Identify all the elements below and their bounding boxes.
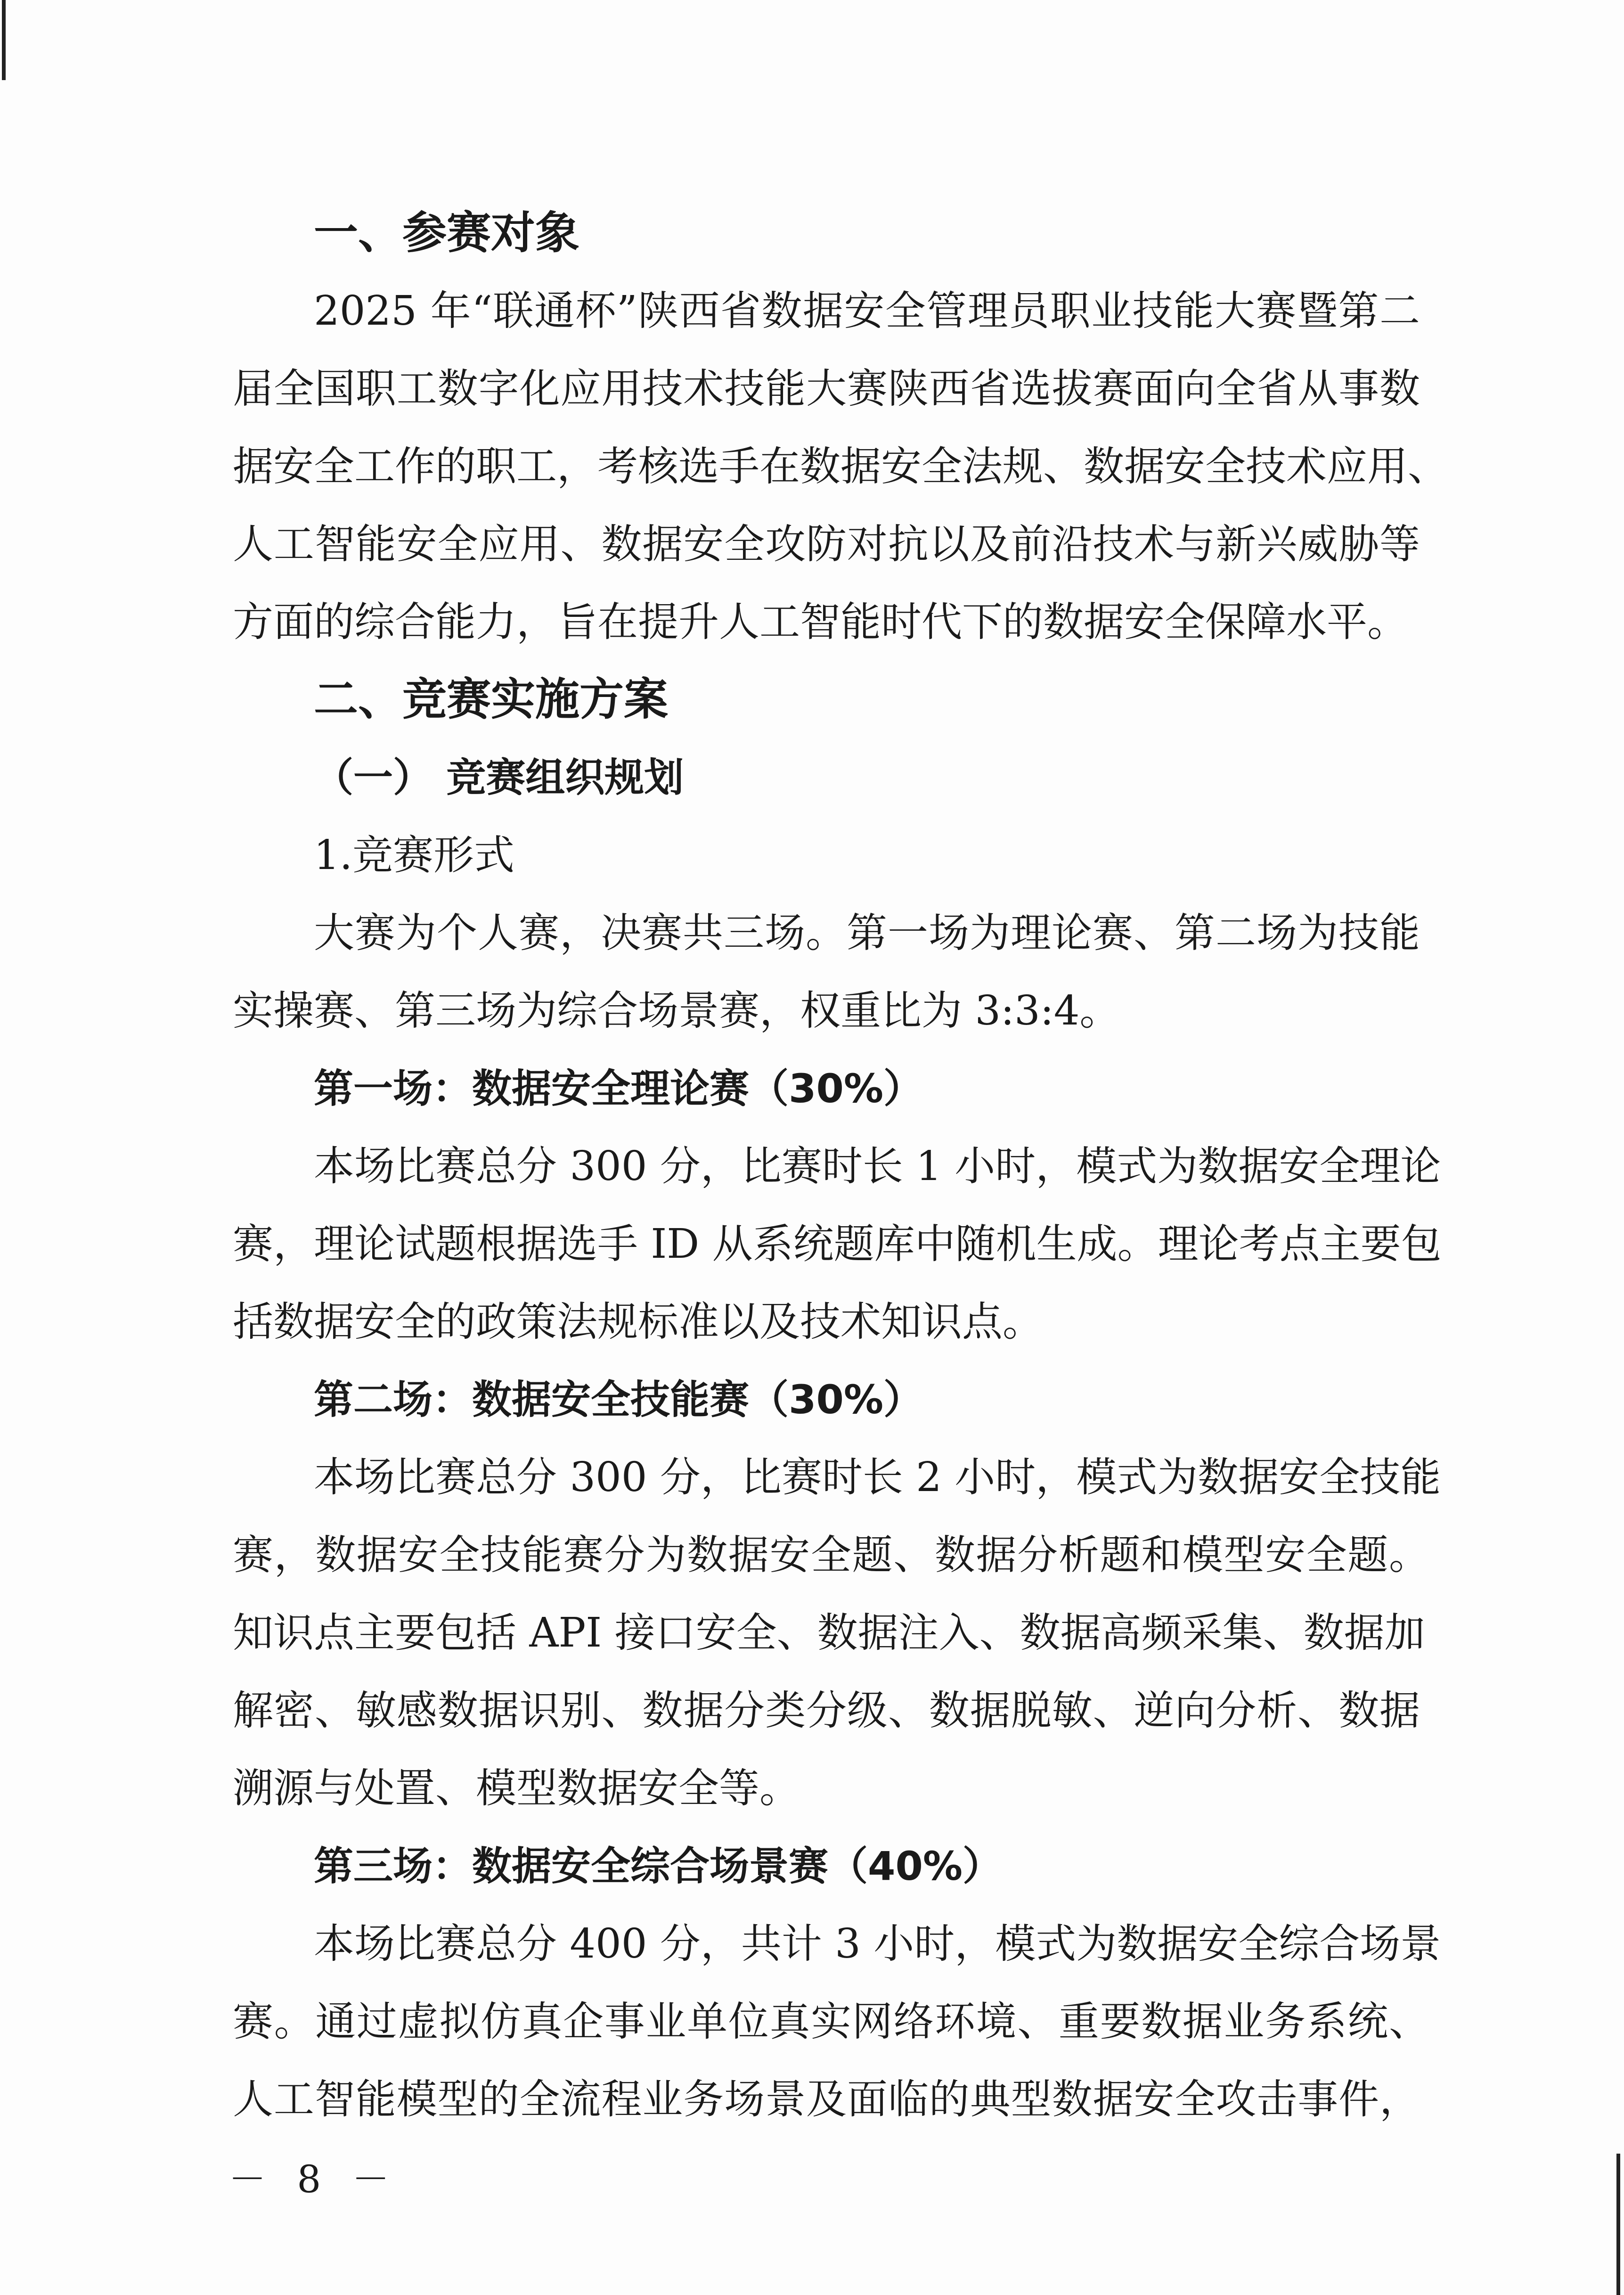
paragraph-line: 赛，数据安全技能赛分为数据安全题、数据分析题和模型安全题。 xyxy=(233,1532,1429,1579)
paragraph-line: 据安全工作的职工，考核选手在数据安全法规、数据安全技术应用、 xyxy=(233,443,1448,490)
scan-edge-mark xyxy=(2,0,6,80)
paragraph-line: 溯源与处置、模型数据安全等。 xyxy=(233,1765,800,1812)
round-title: 第一场：数据安全理论赛（30%） xyxy=(314,1066,923,1112)
paragraph-line: 实操赛、第三场为综合场景赛，权重比为 3:3:4。 xyxy=(233,987,1120,1034)
item-heading: 1.竞赛形式 xyxy=(314,832,515,879)
paragraph-line: 2025 年“联通杯”陕西省数据安全管理员职业技能大赛暨第二 xyxy=(314,287,1420,335)
round-title: 第二场：数据安全技能赛（30%） xyxy=(314,1377,923,1423)
round-title: 第三场：数据安全综合场景赛（40%） xyxy=(314,1843,1003,1889)
subsection-heading: （一） 竞赛组织规划 xyxy=(314,754,684,801)
paragraph-line: 人工智能安全应用、数据安全攻防对抗以及前沿技术与新兴威胁等 xyxy=(233,521,1420,568)
paragraph-line: 本场比赛总分 400 分，共计 3 小时，模式为数据安全综合场景 xyxy=(314,1920,1441,1967)
section-heading: 一、参赛对象 xyxy=(314,207,580,259)
paragraph-line: 赛，理论试题根据选手 ID 从系统题库中随机生成。理论考点主要包 xyxy=(233,1221,1442,1268)
paragraph-line: 赛。通过虚拟仿真企事业单位真实网络环境、重要数据业务系统、 xyxy=(233,1998,1429,2045)
paragraph-line: 解密、敏感数据识别、数据分类分级、数据脱敏、逆向分析、数据 xyxy=(233,1687,1420,1734)
paragraph-line: 括数据安全的政策法规标准以及技术知识点。 xyxy=(233,1298,1043,1345)
page-number: － 8 － xyxy=(229,2157,399,2201)
paragraph-line: 本场比赛总分 300 分，比赛时长 2 小时，模式为数据安全技能 xyxy=(314,1454,1441,1501)
paragraph-line: 方面的综合能力，旨在提升人工智能时代下的数据安全保障水平。 xyxy=(233,598,1408,646)
paragraph-line: 大赛为个人赛，决赛共三场。第一场为理论赛、第二场为技能 xyxy=(314,910,1420,957)
paragraph-line: 本场比赛总分 300 分，比赛时长 1 小时，模式为数据安全理论 xyxy=(314,1143,1441,1190)
paragraph-line: 人工智能模型的全流程业务场景及面临的典型数据安全攻击事件， xyxy=(233,2076,1420,2123)
paragraph-line: 知识点主要包括 API 接口安全、数据注入、数据高频采集、数据加 xyxy=(233,1609,1425,1656)
paragraph-line: 届全国职工数字化应用技术技能大赛陕西省选拔赛面向全省从事数 xyxy=(233,365,1420,412)
scan-edge-mark xyxy=(1616,2154,1620,2295)
section-heading: 二、竞赛实施方案 xyxy=(314,674,669,725)
